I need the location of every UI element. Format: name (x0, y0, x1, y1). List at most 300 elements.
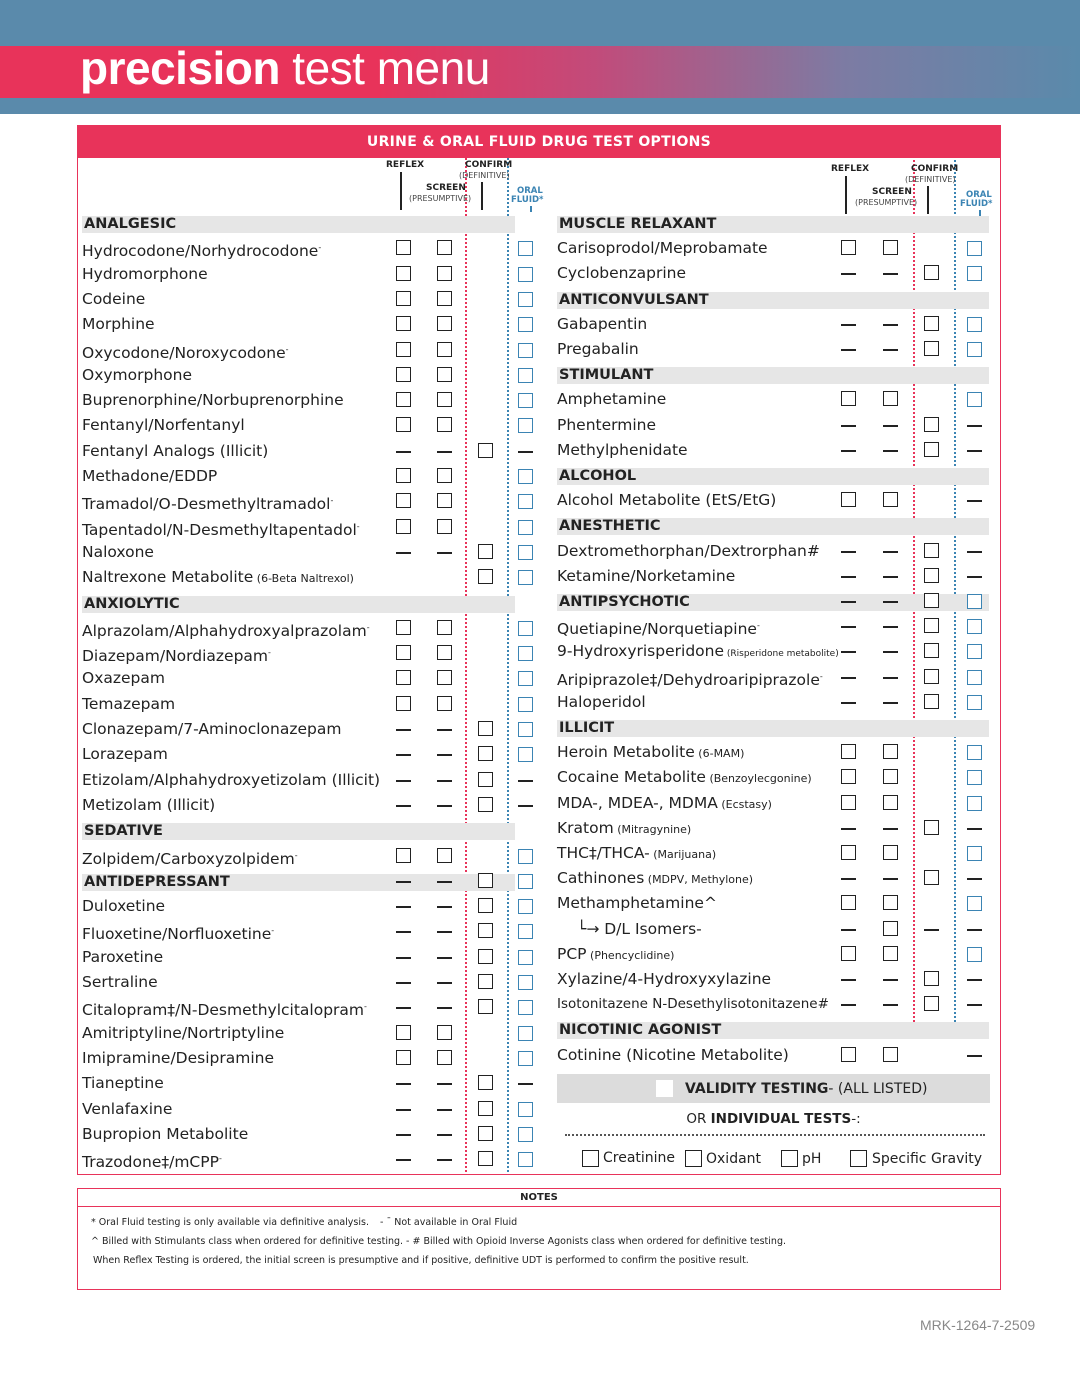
right-methamphetamine-oral-checkbox[interactable] (967, 896, 982, 911)
right-kratom-reflex-na-dash (841, 828, 856, 830)
right-pcp-screen-checkbox[interactable] (883, 946, 898, 961)
left-fentanyl-norfentanyl-reflex-checkbox[interactable] (396, 417, 411, 432)
right-alcohol-metabolite-ets-etg-reflex-checkbox[interactable] (841, 492, 856, 507)
left-antidepressant-confirm-checkbox[interactable] (478, 873, 493, 888)
right-ketamine-norketamine-screen-na-dash (883, 576, 898, 578)
left-amitriptyline-nortriptyline-screen-checkbox[interactable] (437, 1025, 452, 1040)
right-haloperidol-oral-checkbox[interactable] (967, 695, 982, 710)
right-aripiprazole-dehydroaripiprazole-confirm-checkbox[interactable] (924, 669, 939, 684)
left-trazodone-mcpp-confirm-checkbox[interactable] (478, 1151, 493, 1166)
drug-name-note: (Benzoylecgonine) (705, 772, 812, 786)
drug-name-text: Oxazepam (82, 669, 165, 688)
drug-name-text: Naloxone (82, 542, 154, 561)
right-haloperidol-reflex-na-dash (841, 702, 856, 704)
right-heroin-metabolite-screen-checkbox[interactable] (883, 744, 898, 759)
left-venlafaxine-confirm-checkbox[interactable] (478, 1101, 493, 1116)
left-paroxetine-confirm-checkbox[interactable] (478, 949, 493, 964)
right-alcohol-metabolite-ets-etg-screen-checkbox[interactable] (883, 492, 898, 507)
left-venlafaxine-screen-na-dash (437, 1109, 452, 1111)
left-metizolam-illicit-reflex-na-dash (396, 805, 411, 807)
left-metizolam-illicit-confirm-checkbox[interactable] (478, 797, 493, 812)
drug-name-gabapentin (557, 314, 647, 334)
drug-name-imipramine-desipramine (82, 1048, 274, 1068)
drug-name-fentanyl-norfentanyl (82, 415, 245, 435)
drug-name-note: (Risperidone metabolite) (724, 649, 839, 660)
left-clonazepam-7-aminoclonazepam-confirm-checkbox[interactable] (478, 721, 493, 736)
right-heroin-metabolite-reflex-checkbox[interactable] (841, 744, 856, 759)
right-screen-sub: (PRESUMPTIVE) (855, 198, 918, 207)
right-cathinones-oral-na-dash (967, 878, 982, 880)
right-cotinine-nicotine-metabolite-reflex-checkbox[interactable] (841, 1047, 856, 1062)
drug-name-text: Codeine (82, 289, 146, 308)
left-hydrocodone-norhydrocodone-oral-checkbox[interactable] (518, 241, 533, 256)
right-category-stimulant: STIMULANT (557, 367, 989, 384)
drug-name-mark: - (271, 926, 275, 936)
right-pregabalin-confirm-checkbox[interactable] (924, 341, 939, 356)
right-xylazine-4-hydroxyxylazine-oral-na-dash (967, 979, 982, 981)
right-phentermine-oral-na-dash (967, 425, 982, 427)
left-hydromorphone-screen-checkbox[interactable] (437, 266, 452, 281)
left-imipramine-desipramine-oral-checkbox[interactable] (518, 1051, 533, 1066)
right-confirm-header: CONFIRM (911, 164, 959, 174)
right-pregabalin-oral-checkbox[interactable] (967, 342, 982, 357)
left-clonazepam-7-aminoclonazepam-reflex-na-dash (396, 729, 411, 731)
right-pregabalin-screen-na-dash (883, 349, 898, 351)
right-aripiprazole-dehydroaripiprazole-oral-checkbox[interactable] (967, 670, 982, 685)
drug-name-text: Fluoxetine/Norfluoxetine (82, 925, 272, 944)
ph-checkbox[interactable] (781, 1150, 798, 1167)
left-oxymorphone-reflex-checkbox[interactable] (396, 367, 411, 382)
drug-name-mark: - (318, 243, 322, 253)
right-cathinones-screen-na-dash (883, 878, 898, 880)
right-methamphetamine-screen-checkbox[interactable] (883, 895, 898, 910)
drug-name-quetiapine-norquetiapine (557, 616, 760, 639)
left-oxazepam-oral-checkbox[interactable] (518, 671, 533, 686)
left-sertraline-confirm-checkbox[interactable] (478, 974, 493, 989)
left-buprenorphine-norbuprenorphine-reflex-checkbox[interactable] (396, 392, 411, 407)
right-thc-thca-oral-checkbox[interactable] (967, 846, 982, 861)
right-phentermine-screen-na-dash (883, 425, 898, 427)
left-screen-sub: (PRESUMPTIVE) (409, 194, 472, 203)
right-methylphenidate-confirm-checkbox[interactable] (924, 442, 939, 457)
left-bupropion-metabolite-reflex-na-dash (396, 1134, 411, 1136)
right-mda-mdea-mdma-reflex-checkbox[interactable] (841, 795, 856, 810)
right-category-nicotinic-agonist: NICOTINIC AGONIST (557, 1022, 989, 1039)
right-dextromethorphan-dextrorphan-oral-na-dash (967, 551, 982, 553)
drug-name-tapentadol-n-desmethyltapentadol (82, 517, 360, 540)
drug-name-haloperidol (557, 692, 646, 712)
left-naloxone-confirm-checkbox[interactable] (478, 544, 493, 559)
left-buprenorphine-norbuprenorphine-oral-checkbox[interactable] (518, 393, 533, 408)
left-venlafaxine-reflex-na-dash (396, 1109, 411, 1111)
right-gabapentin-oral-checkbox[interactable] (967, 317, 982, 332)
right-phentermine-reflex-na-dash (841, 425, 856, 427)
left-lorazepam-oral-checkbox[interactable] (518, 747, 533, 762)
left-diazepam-nordiazepam-oral-checkbox[interactable] (518, 646, 533, 661)
right-category-antipsychotic: ANTIPSYCHOTIC (557, 594, 989, 611)
left-sertraline-screen-na-dash (437, 982, 452, 984)
drug-name-text: Venlafaxine (82, 1099, 173, 1118)
left-morphine-reflex-checkbox[interactable] (396, 316, 411, 331)
left-antidepressant-oral-checkbox[interactable] (518, 874, 533, 889)
left-trazodone-mcpp-reflex-na-dash (396, 1159, 411, 1161)
drug-name-duloxetine (82, 896, 165, 916)
drug-name-note: (Ecstasy) (717, 797, 772, 811)
right-9-hydroxyrisperidone-confirm-checkbox[interactable] (924, 643, 939, 658)
left-morphine-screen-checkbox[interactable] (437, 316, 452, 331)
right-confirm-tick (927, 186, 929, 214)
right-mda-mdea-mdma-screen-checkbox[interactable] (883, 795, 898, 810)
left-imipramine-desipramine-reflex-checkbox[interactable] (396, 1050, 411, 1065)
drug-name-text: Carisoprodol/Meprobamate (557, 239, 768, 258)
right-cathinones-confirm-checkbox[interactable] (924, 870, 939, 885)
left-methadone-eddp-screen-checkbox[interactable] (437, 468, 452, 483)
right-methamphetamine-reflex-checkbox[interactable] (841, 895, 856, 910)
left-tianeptine-confirm-checkbox[interactable] (478, 1075, 493, 1090)
drug-name-text: Methylphenidate (557, 440, 688, 459)
drug-name-text: Fentanyl Analogs (Illicit) (82, 441, 269, 460)
right-kratom-oral-na-dash (967, 828, 982, 830)
drug-name-fluoxetine-norfluoxetine (82, 921, 274, 944)
left-category-analgesic: ANALGESIC (82, 216, 515, 233)
left-fentanyl-norfentanyl-screen-checkbox[interactable] (437, 417, 452, 432)
drug-name-text: Bupropion Metabolite (82, 1124, 249, 1143)
drug-name-oxycodone-noroxycodone (82, 340, 289, 363)
drug-name-alprazolam-alphahydroxyalprazolam (82, 618, 370, 641)
drug-name-mark: - (819, 671, 823, 681)
left-trazodone-mcpp-oral-checkbox[interactable] (518, 1152, 533, 1167)
right-methylphenidate-screen-na-dash (883, 450, 898, 452)
left-naloxone-reflex-na-dash (396, 552, 411, 554)
left-tianeptine-screen-na-dash (437, 1083, 452, 1085)
right-antipsychotic-oral-checkbox[interactable] (967, 594, 982, 609)
left-tramadol-o-desmethyltramadol-oral-checkbox[interactable] (518, 494, 533, 509)
left-tapentadol-n-desmethyltapentadol-reflex-checkbox[interactable] (396, 519, 411, 534)
drug-name-heroin-metabolite (557, 742, 744, 764)
right-pregabalin-reflex-na-dash (841, 349, 856, 351)
drug-name-text: Methamphetamine^ (557, 894, 717, 913)
left-temazepam-oral-checkbox[interactable] (518, 697, 533, 712)
left-duloxetine-confirm-checkbox[interactable] (478, 898, 493, 913)
left-duloxetine-oral-checkbox[interactable] (518, 899, 533, 914)
left-amitriptyline-nortriptyline-reflex-checkbox[interactable] (396, 1025, 411, 1040)
drug-name-mark: - (294, 850, 298, 860)
drug-name-text: Tapentadol/N-Desmethyltapentadol (82, 520, 357, 539)
drug-name-pregabalin (557, 339, 639, 359)
left-oxycodone-noroxycodone-reflex-checkbox[interactable] (396, 342, 411, 357)
left-clonazepam-7-aminoclonazepam-oral-checkbox[interactable] (518, 722, 533, 737)
right-quetiapine-norquetiapine-screen-na-dash (883, 626, 898, 628)
drug-name-text: Aripiprazole‡/Dehydroaripiprazole (557, 670, 820, 689)
drug-name-text: Gabapentin (557, 314, 648, 333)
right-amphetamine-screen-checkbox[interactable] (883, 391, 898, 406)
left-zolpidem-carboxyzolpidem-reflex-checkbox[interactable] (396, 848, 411, 863)
drug-name-text: Pregabalin (557, 340, 639, 358)
right-quetiapine-norquetiapine-oral-checkbox[interactable] (967, 619, 982, 634)
right-xylazine-4-hydroxyxylazine-reflex-na-dash (841, 979, 856, 981)
right-cyclobenzaprine-oral-checkbox[interactable] (967, 266, 982, 281)
left-buprenorphine-norbuprenorphine-screen-checkbox[interactable] (437, 392, 452, 407)
individual-tests-label (557, 1110, 990, 1128)
right-amphetamine-reflex-checkbox[interactable] (841, 391, 856, 406)
drug-name-9-hydroxyrisperidone (557, 641, 839, 664)
drug-name-text: Zolpidem/Carboxyzolpidem (82, 849, 295, 868)
left-naltrexone-metabolite-confirm-checkbox[interactable] (478, 569, 493, 584)
right-thc-thca-screen-checkbox[interactable] (883, 845, 898, 860)
right-d-l-isomers-oral-na-dash (967, 929, 982, 931)
right-antipsychotic-confirm-checkbox[interactable] (924, 593, 939, 608)
left-temazepam-reflex-checkbox[interactable] (396, 696, 411, 711)
right-cyclobenzaprine-screen-na-dash (883, 273, 898, 275)
drug-name-text: Quetiapine/Norquetiapine (557, 620, 757, 639)
drug-name-text: Tianeptine (82, 1074, 164, 1093)
right-cocaine-metabolite-screen-checkbox[interactable] (883, 769, 898, 784)
right-dextromethorphan-dextrorphan-confirm-checkbox[interactable] (924, 543, 939, 558)
left-fluoxetine-norfluoxetine-confirm-checkbox[interactable] (478, 923, 493, 938)
right-category-anesthetic: ANESTHETIC (557, 518, 989, 535)
right-dextromethorphan-dextrorphan-reflex-na-dash (841, 551, 856, 553)
left-alprazolam-alphahydroxyalprazolam-screen-checkbox[interactable] (437, 620, 452, 635)
drug-name-text: Xylazine/4-Hydroxyxylazine (557, 970, 772, 988)
left-metizolam-illicit-screen-na-dash (437, 805, 452, 807)
left-reflex-tick (400, 172, 402, 210)
left-confirm-header: CONFIRM (465, 160, 513, 170)
right-isotonitazene-n-desethylisotonitazene-oral-na-dash (967, 1004, 982, 1006)
drug-name-buprenorphine-norbuprenorphine (82, 390, 344, 410)
drug-name-xylazine-4-hydroxyxylazine (557, 969, 771, 989)
left-diazepam-nordiazepam-screen-checkbox[interactable] (437, 645, 452, 660)
left-amitriptyline-nortriptyline-oral-checkbox[interactable] (518, 1026, 533, 1041)
left-etizolam-alphahydroxyetizolam-illicit-screen-na-dash (437, 780, 452, 782)
left-methadone-eddp-reflex-checkbox[interactable] (396, 468, 411, 483)
left-hydrocodone-norhydrocodone-screen-checkbox[interactable] (437, 240, 452, 255)
left-screen-header: SCREEN (426, 183, 466, 193)
left-naloxone-screen-na-dash (437, 552, 452, 554)
drug-name-mark: - (330, 496, 334, 506)
left-etizolam-alphahydroxyetizolam-illicit-confirm-checkbox[interactable] (478, 772, 493, 787)
drug-name-phentermine (557, 415, 656, 435)
right-ketamine-norketamine-reflex-na-dash (841, 576, 856, 578)
drug-name-cotinine-nicotine-metabolite (557, 1045, 789, 1065)
left-fentanyl-norfentanyl-oral-checkbox[interactable] (518, 418, 533, 433)
left-fentanyl-analogs-illicit-oral-na-dash (518, 451, 533, 453)
drug-name-mark: - (364, 1002, 367, 1012)
left-temazepam-screen-checkbox[interactable] (437, 696, 452, 711)
left-venlafaxine-oral-checkbox[interactable] (518, 1102, 533, 1117)
drug-name-text: Ketamine/Norketamine (557, 566, 736, 585)
note-billing: ^ Billed with Stimulants class when ordered for definitive testing. - # Billed with Opioid Inverse Agonists class when ordered for definitive testing. (91, 1236, 786, 1247)
drug-name-text: Sertraline (82, 973, 158, 991)
right-d-l-isomers-screen-checkbox[interactable] (883, 921, 898, 936)
left-etizolam-alphahydroxyetizolam-illicit-oral-na-dash (518, 780, 533, 782)
left-fluoxetine-norfluoxetine-oral-checkbox[interactable] (518, 924, 533, 939)
right-carisoprodol-meprobamate-reflex-checkbox[interactable] (841, 240, 856, 255)
drug-name-note: (Marijuana) (649, 848, 717, 861)
drug-name-sertraline (82, 972, 158, 992)
right-pcp-reflex-checkbox[interactable] (841, 946, 856, 961)
left-tramadol-o-desmethyltramadol-screen-checkbox[interactable] (437, 493, 452, 508)
right-carisoprodol-meprobamate-oral-checkbox[interactable] (967, 241, 982, 256)
left-bupropion-metabolite-confirm-checkbox[interactable] (478, 1126, 493, 1141)
left-paroxetine-screen-na-dash (437, 957, 452, 959)
right-oral-header: ORAL (966, 190, 992, 200)
right-gabapentin-confirm-checkbox[interactable] (924, 316, 939, 331)
drug-name-text: Lorazepam (82, 745, 168, 764)
right-xylazine-4-hydroxyxylazine-confirm-checkbox[interactable] (924, 971, 939, 986)
right-cocaine-metabolite-reflex-checkbox[interactable] (841, 769, 856, 784)
right-cocaine-metabolite-oral-checkbox[interactable] (967, 770, 982, 785)
drug-name-text: Metizolam (Illicit) (82, 795, 216, 814)
left-citalopram-n-desmethylcitalopram-oral-checkbox[interactable] (518, 1000, 533, 1015)
left-paroxetine-oral-checkbox[interactable] (518, 950, 533, 965)
left-duloxetine-screen-na-dash (437, 906, 452, 908)
right-9-hydroxyrisperidone-oral-checkbox[interactable] (967, 644, 982, 659)
left-sertraline-reflex-na-dash (396, 982, 411, 984)
left-oral-separator (507, 158, 509, 1172)
drug-name-mda-mdea-mdma (557, 793, 772, 815)
left-tianeptine-oral-na-dash (518, 1083, 533, 1085)
left-etizolam-alphahydroxyetizolam-illicit-reflex-na-dash (396, 780, 411, 782)
left-oxymorphone-screen-checkbox[interactable] (437, 367, 452, 382)
left-methadone-eddp-oral-checkbox[interactable] (518, 469, 533, 484)
left-morphine-oral-checkbox[interactable] (518, 317, 533, 332)
left-bupropion-metabolite-oral-checkbox[interactable] (518, 1127, 533, 1142)
drug-name-mark: - (218, 1154, 222, 1164)
title-light: test menu (280, 42, 490, 94)
title-bold: precision (80, 42, 281, 94)
drug-name-note: (6-MAM) (694, 747, 745, 761)
left-naltrexone-metabolite-oral-checkbox[interactable] (518, 570, 533, 585)
left-oxycodone-noroxycodone-oral-checkbox[interactable] (518, 343, 533, 358)
drug-name-naltrexone-metabolite (82, 567, 354, 589)
drug-name-text: Dextromethorphan/Dextrorphan# (557, 541, 820, 560)
drug-name-paroxetine (82, 947, 163, 967)
left-hydromorphone-reflex-checkbox[interactable] (396, 266, 411, 281)
left-oxazepam-reflex-checkbox[interactable] (396, 670, 411, 685)
left-citalopram-n-desmethylcitalopram-confirm-checkbox[interactable] (478, 999, 493, 1014)
drug-name-text: Fentanyl/Norfentanyl (82, 416, 245, 435)
drug-name-trazodone-mcpp (82, 1149, 222, 1172)
drug-name-carisoprodol-meprobamate (557, 238, 768, 258)
drug-name-hydrocodone-norhydrocodone (82, 238, 321, 261)
validity-checkbox[interactable] (656, 1080, 673, 1097)
drug-name-mark: - (756, 621, 760, 631)
right-mda-mdea-mdma-oral-checkbox[interactable] (967, 796, 982, 811)
left-lorazepam-screen-na-dash (437, 754, 452, 756)
drug-name-text: Paroxetine (82, 947, 164, 966)
left-bupropion-metabolite-screen-na-dash (437, 1134, 452, 1136)
drug-name-tianeptine (82, 1073, 164, 1093)
left-oxycodone-noroxycodone-screen-checkbox[interactable] (437, 342, 452, 357)
right-haloperidol-confirm-checkbox[interactable] (924, 694, 939, 709)
right-quetiapine-norquetiapine-confirm-checkbox[interactable] (924, 618, 939, 633)
right-ketamine-norketamine-confirm-checkbox[interactable] (924, 568, 939, 583)
left-fentanyl-analogs-illicit-confirm-checkbox[interactable] (478, 443, 493, 458)
left-hydromorphone-oral-checkbox[interactable] (518, 267, 533, 282)
left-diazepam-nordiazepam-reflex-checkbox[interactable] (396, 645, 411, 660)
right-cotinine-nicotine-metabolite-oral-na-dash (967, 1055, 982, 1057)
drug-name-etizolam-alphahydroxyetizolam-illicit (82, 770, 380, 790)
right-carisoprodol-meprobamate-screen-checkbox[interactable] (883, 240, 898, 255)
right-amphetamine-oral-checkbox[interactable] (967, 392, 982, 407)
drug-name-text: Methadone/EDDP (82, 467, 218, 485)
left-hydrocodone-norhydrocodone-reflex-checkbox[interactable] (396, 240, 411, 255)
right-heroin-metabolite-oral-checkbox[interactable] (967, 745, 982, 760)
left-tapentadol-n-desmethyltapentadol-screen-checkbox[interactable] (437, 519, 452, 534)
drug-name-text: Clonazepam/7-Aminoclonazepam (82, 720, 342, 738)
drug-name-text: Morphine (82, 315, 155, 334)
left-zolpidem-carboxyzolpidem-screen-checkbox[interactable] (437, 848, 452, 863)
drug-name-text: Naltrexone Metabolite (82, 568, 254, 587)
right-kratom-confirm-checkbox[interactable] (924, 820, 939, 835)
drug-name-text: THC‡/THCA- (557, 844, 650, 862)
creatinine-checkbox[interactable] (582, 1150, 599, 1167)
left-codeine-oral-checkbox[interactable] (518, 292, 533, 307)
validity-label-bold: VALIDITY TESTING (685, 1081, 829, 1097)
right-gabapentin-reflex-na-dash (841, 324, 856, 326)
drug-name-text: Cathinones (557, 869, 645, 888)
left-naloxone-oral-checkbox[interactable] (518, 545, 533, 560)
right-methylphenidate-reflex-na-dash (841, 450, 856, 452)
left-fentanyl-analogs-illicit-screen-na-dash (437, 451, 452, 453)
left-tapentadol-n-desmethyltapentadol-oral-checkbox[interactable] (518, 520, 533, 535)
right-isotonitazene-n-desethylisotonitazene-confirm-checkbox[interactable] (924, 996, 939, 1011)
left-imipramine-desipramine-screen-checkbox[interactable] (437, 1050, 452, 1065)
left-zolpidem-carboxyzolpidem-oral-checkbox[interactable] (518, 849, 533, 864)
right-cotinine-nicotine-metabolite-screen-checkbox[interactable] (883, 1047, 898, 1062)
right-aripiprazole-dehydroaripiprazole-reflex-na-dash (841, 677, 856, 679)
drug-name-text: Amitriptyline/Nortriptyline (82, 1023, 285, 1042)
left-tramadol-o-desmethyltramadol-reflex-checkbox[interactable] (396, 493, 411, 508)
left-oxymorphone-oral-checkbox[interactable] (518, 368, 533, 383)
left-alprazolam-alphahydroxyalprazolam-reflex-checkbox[interactable] (396, 620, 411, 635)
drug-name-ketamine-norketamine (557, 566, 735, 586)
left-codeine-screen-checkbox[interactable] (437, 291, 452, 306)
drug-name-text: Etizolam/Alphahydroxyetizolam (Illicit) (82, 770, 381, 789)
drug-name-clonazepam-7-aminoclonazepam (82, 719, 341, 739)
drug-name-bupropion-metabolite (82, 1124, 248, 1144)
right-pcp-oral-checkbox[interactable] (967, 947, 982, 962)
right-gabapentin-screen-na-dash (883, 324, 898, 326)
left-oxazepam-screen-checkbox[interactable] (437, 670, 452, 685)
drug-name-fentanyl-analogs-illicit (82, 441, 268, 461)
left-alprazolam-alphahydroxyalprazolam-oral-checkbox[interactable] (518, 621, 533, 636)
right-cyclobenzaprine-confirm-checkbox[interactable] (924, 265, 939, 280)
left-oral-fluid-header: FLUID* (511, 195, 544, 205)
drug-name-methylphenidate (557, 440, 688, 460)
right-thc-thca-reflex-checkbox[interactable] (841, 845, 856, 860)
left-citalopram-n-desmethylcitalopram-screen-na-dash (437, 1007, 452, 1009)
right-phentermine-confirm-checkbox[interactable] (924, 417, 939, 432)
right-d-l-isomers-reflex-na-dash (841, 929, 856, 931)
left-sertraline-oral-checkbox[interactable] (518, 975, 533, 990)
left-lorazepam-confirm-checkbox[interactable] (478, 746, 493, 761)
drug-name-methamphetamine (557, 893, 717, 913)
right-category-alcohol: ALCOHOL (557, 468, 989, 485)
specific-gravity-checkbox[interactable] (850, 1150, 867, 1167)
drug-name-tramadol-o-desmethyltramadol (82, 491, 333, 514)
left-codeine-reflex-checkbox[interactable] (396, 291, 411, 306)
right-confirm-sub: (DEFINITIVE) (905, 175, 956, 184)
right-oral-fluid-header: FLUID* (960, 199, 993, 209)
drug-name-cyclobenzaprine (557, 263, 686, 283)
drug-name-venlafaxine (82, 1099, 172, 1119)
drug-name-text: Amphetamine (557, 390, 667, 409)
drug-name-text: Hydromorphone (82, 264, 208, 283)
ph-label: pH (802, 1151, 822, 1167)
drug-name-alcohol-metabolite-ets-etg (557, 490, 776, 510)
oxidant-checkbox[interactable] (685, 1150, 702, 1167)
